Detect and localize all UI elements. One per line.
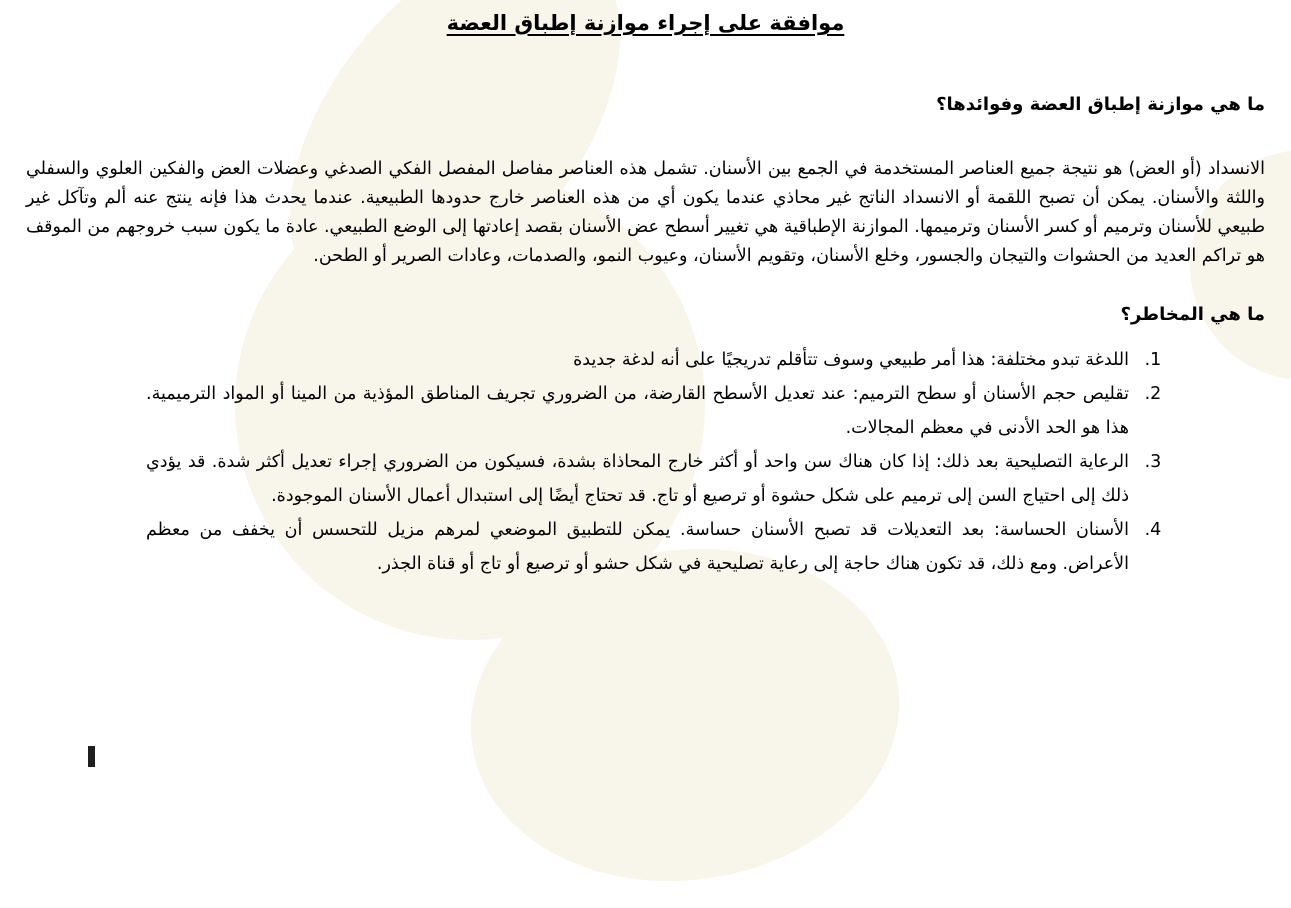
risk-item-bite-feels-different: 1. اللدغة تبدو مختلفة: هذا أمر طبيعي وسوف تتأقلم تدريجيًا على أنه لدغة جديدة	[146, 343, 1139, 377]
benefits-paragraph: الانسداد (أو العض) هو نتيجة جميع العناصر المستخدمة في الجمع بين الأسنان. تشمل هذه العناصر مفاصل المفصل الفكي الصدغي وعضلات العض والفكين العلوي والسفلي واللثة والأسنان. يمكن أن تصبح اللقمة أو الانسداد الناتج غير محاذي عندما يكون أي من هذه العناصر خارج حدودها الطبيعية. عندما يحدث هذا فإنه ينتج عنه ألم وتآكل غير طبيعي للأسنان وترميم أو كسر الأسنان وترميمها. الموازنة الإطباقية هي تغيير أسطح عض الأسنان بقصد إعادتها إلى الوضع الطبيعي. عادة ما يكون سبب خروجهم من الموقف هو تراكم العديد من الحشوات والتيجان والجسور، وخلع الأسنان، وتقويم الأسنان، وعيوب النمو، والصدمات، وعادات الصرير أو الطحن.	[26, 159, 1265, 266]
document-title: موافقة على إجراء موازنة إطباق العضة	[446, 11, 845, 35]
risks-section-heading: ما هي المخاطر؟	[1120, 304, 1265, 325]
risk-item-sensitive-teeth: 4. الأسنان الحساسة: بعد التعديلات قد تصبح الأسنان حساسة. يمكن للتطبيق الموضعي لمرهم مزيل للتحسس أن يخفف من معظم الأعراض. ومع ذلك، قد تكون هناك حاجة إلى رعاية تصليحية في شكل حشو أو ترصيع أو تاج أو قناة الجذر.	[146, 513, 1139, 581]
risk-item-restorative-care: 3. الرعاية التصليحية بعد ذلك: إذا كان هناك سن واحد أو أكثر خارج المحاذاة بشدة، فسيكون من الضروري إجراء تعديل أكثر شدة. قد يؤدي ذلك إلى احتياج السن إلى ترميم على شكل حشوة أو ترصيع أو تاج. قد تحتاج أيضًا إلى استبدال أعمال الأسنان الموجودة.	[146, 445, 1139, 513]
risk-item-tooth-reduction: 2. تقليص حجم الأسنان أو سطح الترميم: عند تعديل الأسطح القارضة، من الضروري تجريف المناطق المؤذية من المينا أو المواد الترميمية. هذا هو الحد الأدنى في معظم المجالات.	[146, 377, 1139, 445]
benefits-section-heading: ما هي موازنة إطباق العضة وفوائدها؟	[936, 94, 1265, 115]
risks-list	[26, 343, 1185, 581]
text-cursor	[88, 746, 95, 767]
